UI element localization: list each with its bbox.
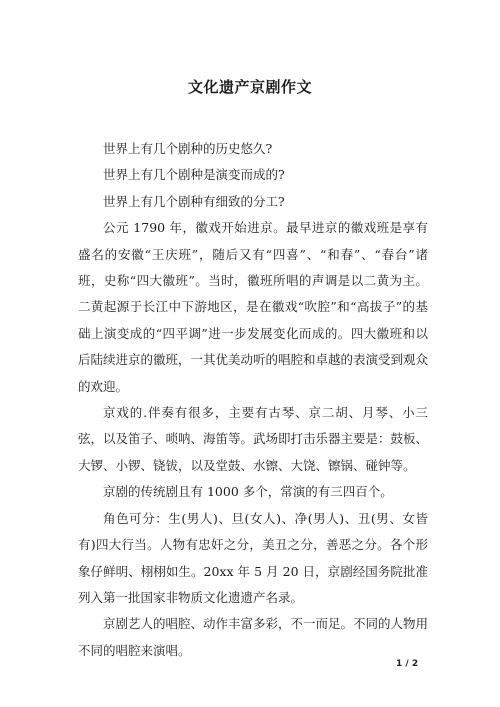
- document-body: [78, 136, 428, 664]
- page-number: 1 / 2: [396, 659, 419, 669]
- paragraph: 京戏的.伴奏有很多，主要有古琴、京二胡、月琴、小三弦，以及笛子、唢呐、海笛等。武场即打击乐器主要是：鼓板、大锣、小锣、铙钹，以及堂鼓、水镲、大饶、镲锅、碰钟等。: [78, 405, 429, 473]
- page-title: 文化遗产京剧作文: [187, 78, 312, 96]
- paragraph: 世界上有几个剧种的历史悠久?: [103, 141, 273, 156]
- paragraph: 京剧艺人的唱腔、动作丰富多彩，不一而足。不同的人物用不同的唱腔来演唱。: [78, 616, 429, 658]
- paragraph: 京剧的传统剧且有 1000 多个，常演的有三四百个。: [103, 484, 393, 500]
- paragraph: 世界上有几个剧种有细致的分工?: [103, 193, 285, 209]
- paragraph: 角色可分：生(男人)、旦(女人)、净(男人)、丑(男、女皆有)四大行当。人物有忠奸之分，美丑之分，善恶之分。各个形象仔鲜明、栩栩如生。20xx 年 5 月 20 日，京剧经国务院批准列入第一批国家非物质文化遗遗产名录。: [78, 510, 428, 605]
- paragraph: 公元 1790 年，徽戏开始进京。最早进京的徽戏班是享有盛名的安徽“王庆班”，随后又有“四喜”、“和春”、“春台”诸班，史称“四大徽班”。当时，徽班所唱的声调是以二黄为主。二黄起源于长江中下游地区，是在徽戏“吹腔”和“高拔子”的基础上演变成的“四平调”进一步发展变化而成的。四大徽班和以后陆续进京的徽班，一其优美动听的唱腔和卓越的表演受到观众的欢迎。: [78, 220, 429, 394]
- paragraph: 世界上有几个剧种是演变而成的?: [103, 167, 285, 183]
